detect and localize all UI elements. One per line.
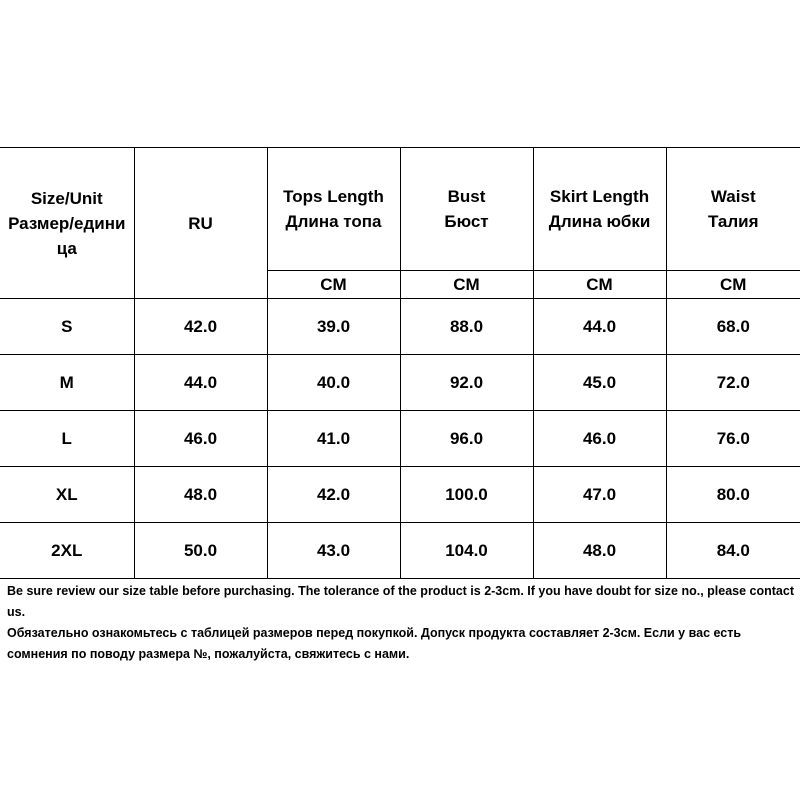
bust-cell: 88.0 (400, 299, 533, 355)
table-row (0, 411, 800, 467)
bust-cell: 100.0 (400, 467, 533, 523)
header-skirt-length: Skirt Length Длина юбки (533, 148, 666, 271)
size-note (7, 581, 797, 665)
skirt-length-cell: 44.0 (533, 299, 666, 355)
skirt-length-cell: 45.0 (533, 355, 666, 411)
bust-cell: 104.0 (400, 523, 533, 579)
unit-cell: CM (666, 271, 800, 299)
tops-length-cell: 40.0 (267, 355, 400, 411)
waist-cell: 76.0 (666, 411, 800, 467)
size-cell: S (0, 299, 134, 355)
tops-length-cell: 41.0 (267, 411, 400, 467)
skirt-length-cell: 47.0 (533, 467, 666, 523)
header-tops-length: Tops Length Длина топа (267, 148, 400, 271)
bust-cell: 92.0 (400, 355, 533, 411)
note-russian: Обязательно ознакомьтесь с таблицей размеров перед покупкой. Допуск продукта составляет 2-3см. Если у вас есть сомнения по поводу размера №, пожалуйста, свяжитесь с нами. (7, 626, 742, 661)
waist-cell: 80.0 (666, 467, 800, 523)
ru-cell: 46.0 (134, 411, 267, 467)
table-row (0, 355, 800, 411)
size-cell: M (0, 355, 134, 411)
size-cell: XL (0, 467, 134, 523)
header-waist: Waist Талия (666, 148, 800, 271)
size-cell: 2XL (0, 523, 134, 579)
tops-length-cell: 43.0 (267, 523, 400, 579)
size-chart-table (0, 147, 800, 579)
ru-cell: 50.0 (134, 523, 267, 579)
table-row (0, 467, 800, 523)
header-size-unit: Size/Unit Размер/едини ца (0, 148, 134, 299)
header-bust: Bust Бюст (400, 148, 533, 271)
skirt-length-cell: 46.0 (533, 411, 666, 467)
note-english: Be sure review our size table before purchasing. The tolerance of the product is 2-3cm. If you have doubt for size no., please contact us. (7, 584, 794, 619)
bust-cell: 96.0 (400, 411, 533, 467)
unit-cell: CM (533, 271, 666, 299)
ru-cell: 42.0 (134, 299, 267, 355)
waist-cell: 72.0 (666, 355, 800, 411)
waist-cell: 84.0 (666, 523, 800, 579)
table-row (0, 523, 800, 579)
unit-cell: CM (267, 271, 400, 299)
waist-cell: 68.0 (666, 299, 800, 355)
unit-cell: CM (400, 271, 533, 299)
table-row (0, 299, 800, 355)
header-row (0, 148, 800, 271)
size-cell: L (0, 411, 134, 467)
header-ru: RU (134, 148, 267, 299)
tops-length-cell: 42.0 (267, 467, 400, 523)
ru-cell: 44.0 (134, 355, 267, 411)
ru-cell: 48.0 (134, 467, 267, 523)
tops-length-cell: 39.0 (267, 299, 400, 355)
skirt-length-cell: 48.0 (533, 523, 666, 579)
